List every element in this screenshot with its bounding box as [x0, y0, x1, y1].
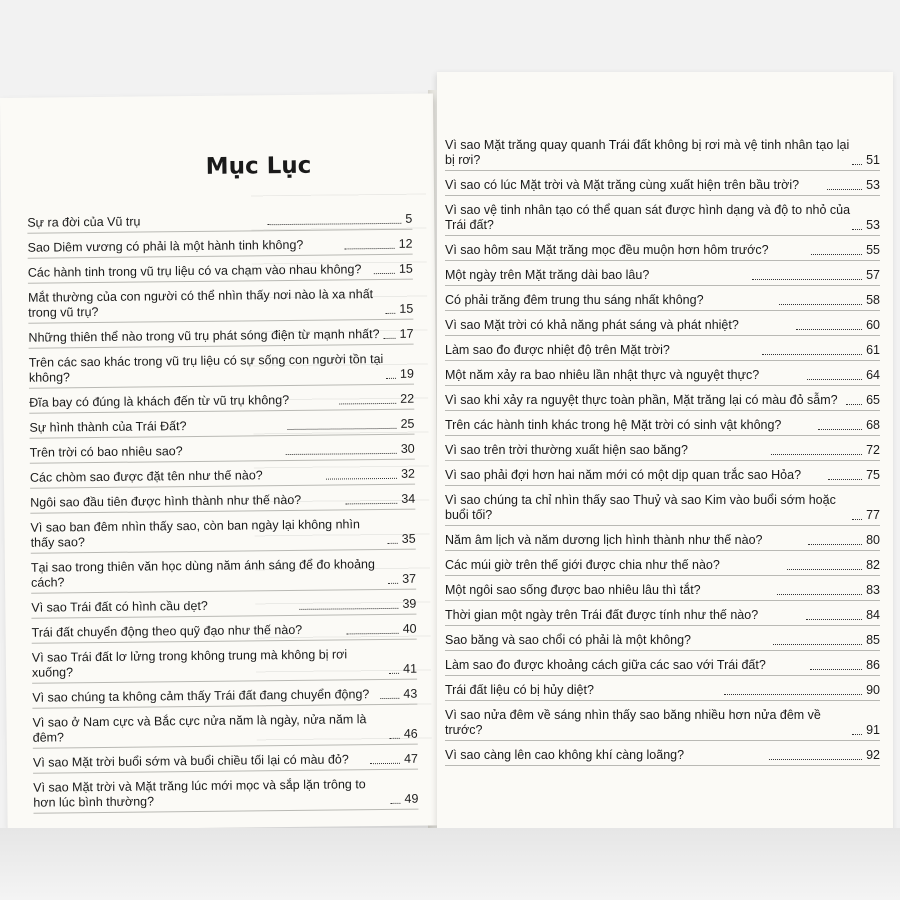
toc-entry [445, 293, 880, 311]
toc-entry [28, 287, 413, 324]
left-toc-list [27, 212, 418, 821]
toc-entry-page: 40 [402, 621, 417, 636]
toc-entry [445, 178, 880, 196]
toc-entry-page: 85 [866, 633, 881, 647]
dot-leader [787, 568, 862, 570]
toc-entry [32, 622, 417, 644]
dot-leader [777, 593, 862, 595]
toc-entry [445, 533, 880, 551]
right-toc-list [445, 138, 880, 773]
toc-entry-title: Sự hình thành của Trái Đất? [29, 419, 187, 435]
toc-entry-page: 84 [866, 608, 881, 622]
dot-leader [808, 543, 862, 545]
toc-entry-page: 61 [866, 343, 880, 357]
toc-entry-page: 47 [403, 751, 419, 766]
toc-entry-page: 49 [404, 791, 419, 806]
dot-leader [326, 477, 397, 480]
toc-entry [29, 417, 414, 439]
dot-leader [390, 737, 400, 739]
dot-leader [384, 337, 396, 339]
dot-leader [286, 452, 397, 455]
toc-entry [445, 558, 880, 576]
toc-entry-title: Có phải trăng đêm trung thu sáng nhất không? [445, 293, 704, 307]
dot-leader [339, 402, 397, 405]
toc-entry [31, 557, 416, 594]
toc-entry [30, 442, 415, 464]
toc-entry-title: Một ngày trên Mặt trăng dài bao lâu? [445, 268, 650, 282]
toc-entry-title: Vì sao Trái đất lơ lửng trong không trung mà không bị rơi xuống? [31, 647, 348, 680]
toc-entry-title: Vì sao Mặt trăng quay quanh Trái đất không bị rơi mà vệ tinh nhân tạo lại bị rơi? [445, 138, 850, 167]
toc-entry-title: Các múi giờ trên thế giới được chia như thế nào? [445, 558, 720, 572]
toc-entry-title: Mắt thường của con người có thể nhìn thấy nơi nào là xa nhất trong vũ trụ? [28, 287, 374, 320]
toc-entry [445, 393, 880, 411]
toc-entry-page: 72 [866, 443, 880, 457]
toc-entry-title: Vì sao vệ tinh nhân tạo có thể quan sát được hình dạng và độ to nhỏ của Trái đất? [445, 203, 851, 232]
toc-entry-page: 65 [866, 393, 881, 407]
toc-entry-page: 57 [866, 268, 881, 282]
toc-entry-page: 55 [866, 243, 880, 257]
toc-entry [445, 418, 880, 436]
toc-entry [32, 647, 417, 684]
toc-entry-title: Sao Diêm vương có phải là một hành tinh không? [27, 237, 304, 255]
toc-entry [445, 318, 880, 336]
toc-entry [28, 327, 413, 349]
left-page [0, 93, 441, 829]
dot-leader [288, 427, 397, 430]
toc-entry-title: Vì sao ở Nam cực và Bắc cực nửa năm là ngày, nửa năm là đêm? [32, 712, 367, 745]
toc-entry [445, 138, 880, 171]
dot-leader [852, 733, 862, 735]
dot-leader [773, 643, 863, 645]
toc-entry-title: Tại sao trong thiên văn học dùng năm ánh sáng để đo khoảng cách? [30, 557, 375, 590]
toc-entry-page: 51 [866, 153, 880, 167]
toc-entry-title: Vì sao nửa đêm về sáng nhìn thấy sao băng nhiều hơn nửa đêm về trước? [445, 708, 821, 737]
toc-entry-title: Trên các hành tinh khác trong hệ Mặt trời có sinh vật không? [445, 418, 782, 432]
toc-entry-title: Đĩa bay có đúng là khách đến từ vũ trụ không? [29, 392, 290, 410]
toc-entry [445, 708, 880, 741]
toc-entry-title: Sao băng và sao chổi có phải là một không? [445, 633, 692, 647]
toc-entry-title: Một năm xảy ra bao nhiêu lần nhật thực và nguyệt thực? [445, 368, 760, 382]
dot-leader [724, 693, 862, 695]
toc-title: Mục Lục [205, 152, 312, 180]
toc-entry-title: Trái đất liệu có bị hủy diệt? [445, 683, 594, 697]
toc-entry [445, 683, 880, 701]
dot-leader [806, 618, 862, 620]
toc-entry-title: Vì sao càng lên cao không khí càng loãng? [445, 748, 685, 762]
toc-entry [445, 583, 880, 601]
toc-entry-page: 35 [401, 531, 416, 546]
dot-leader [386, 377, 396, 379]
toc-entry-title: Một ngôi sao sống được bao nhiêu lâu thì tắt? [445, 583, 701, 597]
toc-entry-page: 60 [866, 318, 880, 332]
toc-entry [27, 212, 412, 234]
toc-entry-title: Ngôi sao đầu tiên được hình thành như thế nào? [30, 492, 302, 510]
toc-entry-title: Sự ra đời của Vũ trụ [27, 214, 141, 230]
toc-entry [445, 443, 880, 461]
toc-entry-title: Vì sao ban đêm nhìn thấy sao, còn ban ngày lại không nhìn thấy sao? [30, 517, 360, 550]
dot-leader [374, 272, 395, 274]
toc-entry-title: Vì sao Trái đất có hình cầu dẹt? [31, 598, 208, 615]
toc-entry [445, 468, 880, 486]
toc-entry-title: Làm sao đo được nhiệt độ trên Mặt trời? [445, 343, 670, 357]
dot-leader [390, 802, 400, 804]
dot-leader [852, 163, 862, 165]
toc-entry [445, 343, 880, 361]
toc-entry-page: 46 [403, 726, 418, 741]
toc-entry-title: Vì sao phải đợi hơn hai năm mới có một dịp quan trắc sao Hỏa? [445, 468, 802, 482]
dot-leader [818, 428, 862, 430]
toc-entry [32, 712, 417, 749]
toc-entry-page: 15 [398, 261, 413, 276]
toc-entry-title: Trên trời có bao nhiêu sao? [29, 444, 183, 460]
toc-entry-title: Vì sao khi xảy ra nguyệt thực toàn phần, Mặt trăng lại có màu đỏ sẫm? [445, 393, 838, 407]
toc-entry-page: 22 [400, 391, 415, 406]
dot-leader [385, 312, 395, 314]
dot-leader [811, 253, 862, 255]
toc-entry-page: 86 [866, 658, 880, 672]
toc-entry-page: 91 [866, 723, 880, 737]
toc-entry-title: Vì sao Mặt trời có khả năng phát sáng và phát nhiệt? [445, 318, 739, 332]
toc-entry-page: 82 [866, 558, 880, 572]
toc-entry [445, 658, 880, 676]
toc-entry-page: 5 [405, 211, 413, 226]
toc-entry [445, 493, 880, 526]
toc-entry [445, 203, 880, 236]
toc-entry-title: Trên các sao khác trong vũ trụ liệu có sự sống con người tồn tại không? [28, 352, 384, 385]
right-page [437, 72, 893, 850]
toc-entry-page: 53 [866, 218, 880, 232]
toc-entry-title: Những thiên thể nào trong vũ trụ phát sóng điện từ mạnh nhất? [28, 327, 380, 345]
toc-entry [29, 392, 414, 414]
toc-entry-page: 53 [866, 178, 881, 192]
toc-entry [445, 268, 880, 286]
toc-entry-page: 83 [866, 583, 880, 597]
toc-entry-page: 43 [403, 686, 418, 701]
toc-entry [29, 352, 414, 389]
toc-entry-page: 64 [866, 368, 880, 382]
toc-entry-page: 15 [399, 301, 414, 316]
toc-entry-page: 25 [400, 416, 415, 431]
toc-entry-title: Vì sao Mặt trời và Mặt trăng lúc mới mọc và sắp lặn trông to hơn lúc bình thường? [33, 777, 366, 810]
toc-entry-title: Năm âm lịch và năm dương lịch hình thành như thế nào? [445, 533, 763, 547]
toc-entry [445, 368, 880, 386]
toc-entry-title: Vì sao chúng ta chỉ nhìn thấy sao Thuỷ và sao Kim vào buổi sớm hoặc buổi tối? [445, 493, 836, 522]
toc-entry-page: 32 [400, 466, 416, 481]
dot-leader [345, 502, 397, 505]
dot-leader [388, 582, 398, 584]
toc-entry-page: 30 [400, 441, 415, 456]
dot-leader [810, 668, 862, 670]
dot-leader [346, 632, 398, 635]
toc-entry [33, 777, 418, 814]
toc-entry-page: 34 [401, 491, 416, 506]
dot-leader [388, 542, 398, 544]
toc-entry-title: Vì sao có lúc Mặt trời và Mặt trăng cùng xuất hiện trên bầu trời? [445, 178, 800, 192]
toc-entry [445, 633, 880, 651]
toc-entry-title: Vì sao hôm sau Mặt trăng mọc đều muộn hơn hôm trước? [445, 243, 769, 257]
toc-entry-page: 90 [866, 683, 880, 697]
dot-leader [370, 762, 400, 764]
dot-leader [299, 607, 398, 610]
toc-entry [27, 237, 412, 259]
toc-entry [30, 517, 415, 554]
toc-entry-title: Trái đất chuyển động theo quỹ đạo như thế nào? [31, 622, 303, 640]
toc-entry-page: 12 [398, 236, 413, 251]
toc-entry-page: 41 [403, 661, 418, 676]
dot-leader [852, 228, 862, 230]
toc-entry-page: 80 [866, 533, 881, 547]
toc-entry [33, 752, 418, 774]
toc-entry [445, 608, 880, 626]
toc-entry-title: Vì sao trên trời thường xuất hiện sao băng? [445, 443, 688, 457]
dot-leader [771, 453, 862, 455]
toc-entry [30, 467, 415, 489]
dot-leader [345, 247, 395, 250]
toc-entry [31, 597, 416, 619]
dot-leader [267, 222, 401, 225]
dot-leader [779, 303, 862, 305]
dot-leader [380, 697, 399, 699]
toc-entry [445, 748, 880, 766]
toc-entry [32, 687, 417, 709]
dot-leader [762, 353, 862, 355]
toc-entry [30, 492, 415, 514]
table-surface [0, 828, 900, 900]
toc-entry-page: 37 [402, 571, 417, 586]
toc-entry [445, 243, 880, 261]
toc-entry-page: 68 [866, 418, 881, 432]
dot-leader [389, 672, 399, 674]
dot-leader [828, 478, 863, 480]
dot-leader [796, 328, 862, 330]
toc-entry-page: 77 [866, 508, 880, 522]
toc-entry-page: 39 [402, 596, 417, 611]
dot-leader [827, 188, 863, 190]
toc-entry-title: Thời gian một ngày trên Trái đất được tính như thế nào? [445, 608, 759, 622]
toc-entry-page: 75 [866, 468, 880, 482]
dot-leader [752, 278, 862, 280]
dot-leader [807, 378, 862, 380]
toc-entry-page: 92 [866, 748, 880, 762]
dot-leader [852, 518, 862, 520]
toc-entry-page: 19 [399, 366, 414, 381]
toc-entry [28, 262, 413, 284]
toc-entry-page: 17 [399, 326, 414, 341]
toc-entry-title: Các chòm sao được đặt tên như thế nào? [29, 468, 263, 485]
dot-leader [846, 403, 862, 405]
toc-entry-title: Làm sao đo được khoảng cách giữa các sao với Trái đất? [445, 658, 766, 672]
toc-entry-page: 58 [866, 293, 881, 307]
toc-entry-title: Vì sao chúng ta không cảm thấy Trái đất đang chuyển động? [32, 687, 370, 705]
toc-entry-title: Vì sao Mặt trời buổi sớm và buổi chiều tối lại có màu đỏ? [32, 752, 349, 770]
toc-entry-title: Các hành tinh trong vũ trụ liệu có va chạm vào nhau không? [27, 262, 362, 280]
dot-leader [769, 758, 862, 760]
